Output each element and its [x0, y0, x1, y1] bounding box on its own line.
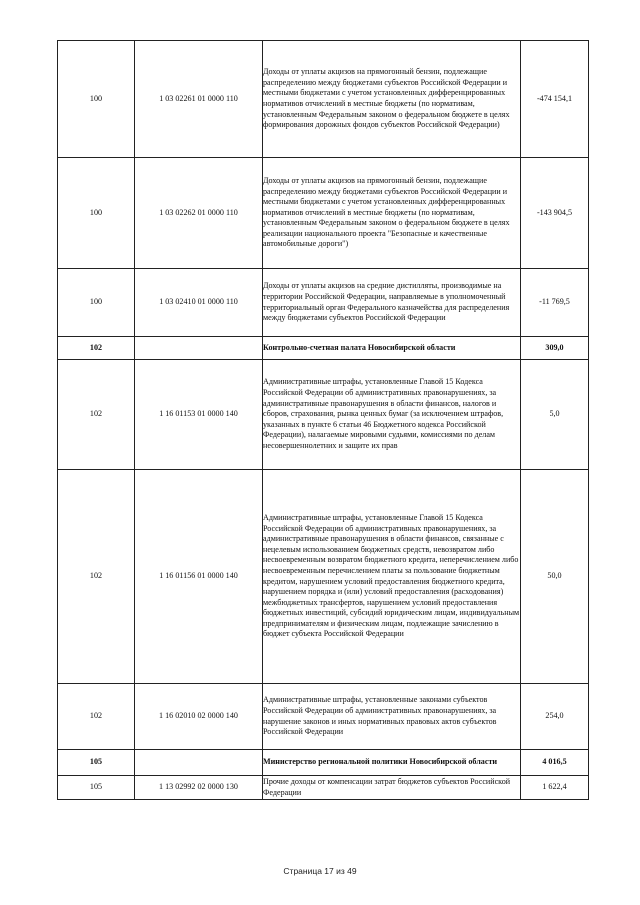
budget-code-cell: 1 13 02992 02 0000 130 — [135, 776, 263, 800]
revenue-table — [57, 40, 589, 800]
table-row — [58, 360, 589, 470]
sum-cell: 5,0 — [521, 360, 589, 470]
admin-code-cell: 105 — [58, 750, 135, 776]
admin-code-cell: 102 — [58, 470, 135, 684]
description-cell: Административные штрафы, установленные Главой 15 Кодекса Российской Федерации об административных правонарушениях, за административные правонарушения в области финансов, налогов и сборов, страхования, рынка ценных бумаг (за исключением штрафов, указанных в пункте 6 статьи 46 Бюджетного кодекса Российской Федерации), налагаемые мировыми судьями, комиссиями по делам несовершеннолетних и защите их прав — [263, 360, 521, 470]
admin-code-cell: 102 — [58, 360, 135, 470]
sum-cell: -11 769,5 — [521, 269, 589, 337]
document-page — [57, 40, 586, 800]
sum-cell: 4 016,5 — [521, 750, 589, 776]
sum-cell: 1 622,4 — [521, 776, 589, 800]
table-row — [58, 41, 589, 158]
sum-cell: 254,0 — [521, 684, 589, 750]
admin-code-cell: 102 — [58, 337, 135, 360]
description-cell: Доходы от уплаты акцизов на прямогонный бензин, подлежащие распределению между бюджетами субъектов Российской Федерации и местными бюджетами с учетом установленных дифференцированных нормативов отчислений в местные бюджеты (по нормативам, установленным Федеральным законом о федеральном бюджете в целях формирования дорожных фондов субъектов Российской Федерации) — [263, 41, 521, 158]
admin-code-cell: 100 — [58, 269, 135, 337]
budget-code-cell — [135, 750, 263, 776]
budget-code-cell — [135, 337, 263, 360]
sum-cell: -143 904,5 — [521, 158, 589, 269]
description-cell: Прочие доходы от компенсации затрат бюджетов субъектов Российской Федерации — [263, 776, 521, 800]
description-cell: Доходы от уплаты акцизов на средние дистилляты, производимые на территории Российской Федерации, направляемые в уполномоченный территориальный орган Федерального казначейства для распределения между бюджетами субъектов Российской Федерации — [263, 269, 521, 337]
budget-code-cell: 1 16 02010 02 0000 140 — [135, 684, 263, 750]
section-row — [58, 750, 589, 776]
table-row — [58, 269, 589, 337]
budget-code-cell: 1 03 02262 01 0000 110 — [135, 158, 263, 269]
description-cell: Доходы от уплаты акцизов на прямогонный бензин, подлежащие распределению между бюджетами субъектов Российской Федерации и местными бюджетами с учетом установленных дифференцированных нормативов отчислений в местные бюджеты (по нормативам, установленным Федеральным законом о федеральном бюджете в целях реализации национального проекта "Безопасные и качественные автомобильные дороги") — [263, 158, 521, 269]
table-row — [58, 684, 589, 750]
table-row — [58, 158, 589, 269]
section-title-cell: Контрольно-счетная палата Новосибирской области — [263, 337, 521, 360]
admin-code-cell: 105 — [58, 776, 135, 800]
table-row — [58, 776, 589, 800]
budget-code-cell: 1 03 02410 01 0000 110 — [135, 269, 263, 337]
description-cell: Административные штрафы, установленные законами субъектов Российской Федерации об административных правонарушениях, за нарушение законов и иных нормативных правовых актов субъектов Российской Федерации — [263, 684, 521, 750]
admin-code-cell: 100 — [58, 41, 135, 158]
sum-cell: 50,0 — [521, 470, 589, 684]
budget-code-cell: 1 16 01156 01 0000 140 — [135, 470, 263, 684]
sum-cell: -474 154,1 — [521, 41, 589, 158]
section-title-cell: Министерство региональной политики Новосибирской области — [263, 750, 521, 776]
table-row — [58, 470, 589, 684]
budget-code-cell: 1 16 01153 01 0000 140 — [135, 360, 263, 470]
section-row — [58, 337, 589, 360]
page-number: Страница 17 из 49 — [283, 866, 357, 876]
admin-code-cell: 100 — [58, 158, 135, 269]
description-cell: Административные штрафы, установленные Главой 15 Кодекса Российской Федерации об административных правонарушениях, за административные правонарушения в области финансов, связанные с нецелевым использованием бюджетных средств, невозвратом либо несвоевременным возвратом бюджетного кредита, неперечислением либо несвоевременным перечислением платы за пользование бюджетным кредитом, нарушением условий предоставления бюджетного кредита, нарушением порядка и (или) условий предоставления (расходования) межбюджетных трансфертов, нарушением условий предоставления бюджетных инвестиций, субсидий юридическим лицам, индивидуальным предпринимателям и физическим лицам, подлежащие зачислению в бюджет субъекта Российской Федерации — [263, 470, 521, 684]
budget-code-cell: 1 03 02261 01 0000 110 — [135, 41, 263, 158]
sum-cell: 309,0 — [521, 337, 589, 360]
admin-code-cell: 102 — [58, 684, 135, 750]
